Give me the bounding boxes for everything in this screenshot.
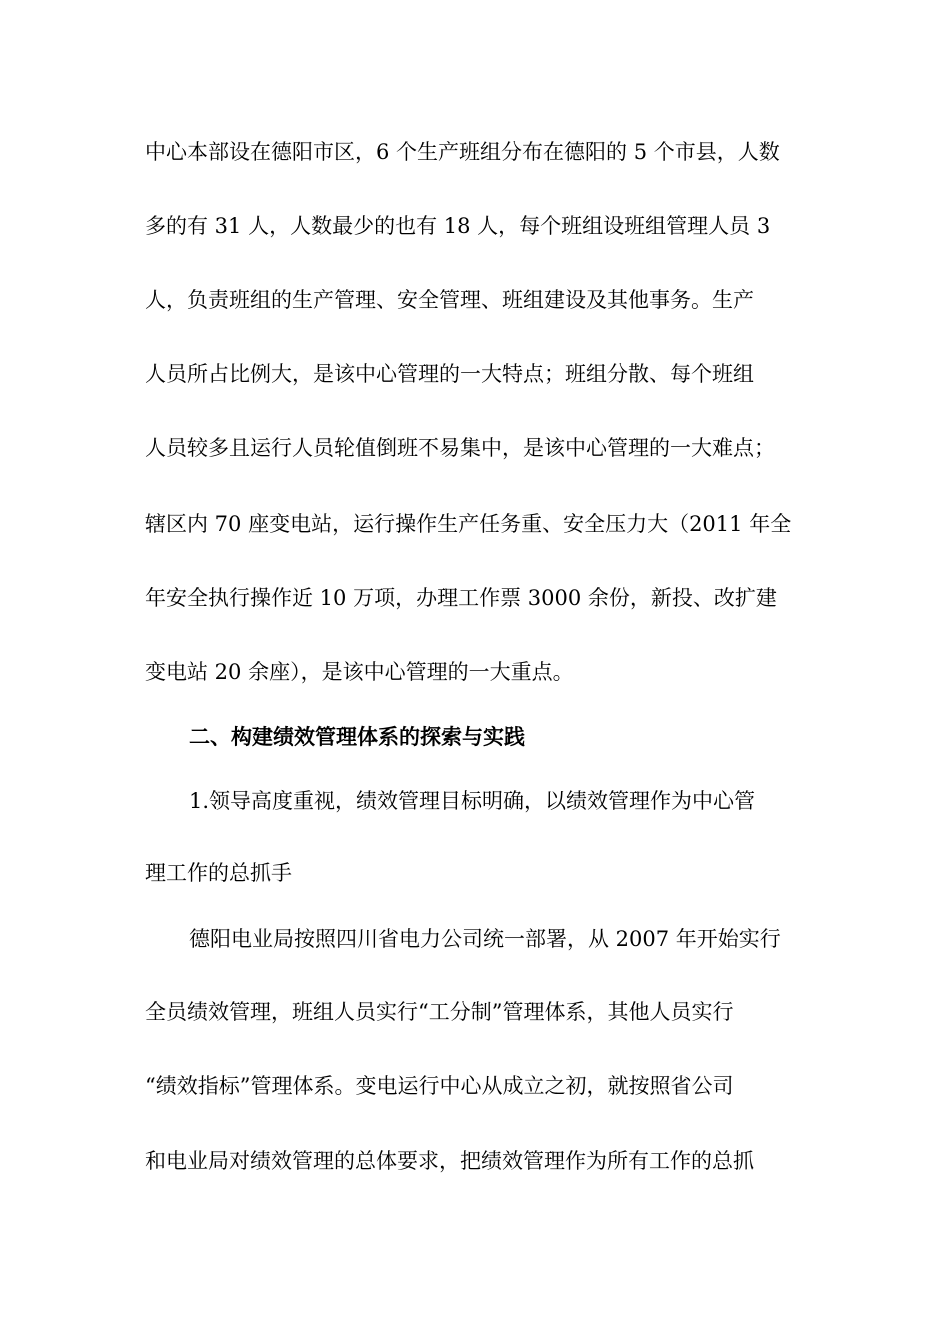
body-line-7: 年安全执行操作近 10 万项，办理工作票 3000 余份，新投、改扩建 <box>145 586 777 610</box>
body-line-6: 辖区内 70 座变电站，运行操作生产任务重、安全压力大（2011 年全 <box>145 512 792 536</box>
body-line-2: 多的有 31 人，人数最少的也有 18 人，每个班组设班组管理人员 3 <box>145 214 771 238</box>
subsection-line-1: 1.领导高度重视，绩效管理目标明确，以绩效管理作为中心管 <box>189 789 756 813</box>
section-heading: 二、构建绩效管理体系的探索与实践 <box>189 725 525 749</box>
body-line-9: 德阳电业局按照四川省电力公司统一部署，从 2007 年开始实行 <box>189 927 781 951</box>
body-line-8: 变电站 20 余座），是该中心管理的一大重点。 <box>145 660 574 684</box>
body-line-5: 人员较多且运行人员轮值倒班不易集中，是该中心管理的一大难点； <box>145 436 775 460</box>
body-line-4: 人员所占比例大，是该中心管理的一大特点；班组分散、每个班组 <box>145 362 754 386</box>
body-line-3: 人，负责班组的生产管理、安全管理、班组建设及其他事务。生产 <box>145 288 754 312</box>
body-line-1: 中心本部设在德阳市区，6 个生产班组分布在德阳的 5 个市县，人数 <box>145 140 780 164</box>
subsection-line-2: 理工作的总抓手 <box>145 861 292 885</box>
body-line-12: 和电业局对绩效管理的总体要求，把绩效管理作为所有工作的总抓 <box>145 1149 754 1173</box>
body-line-10: 全员绩效管理，班组人员实行“工分制”管理体系，其他人员实行 <box>145 1000 734 1024</box>
body-line-11: “绩效指标”管理体系。变电运行中心从成立之初，就按照省公司 <box>145 1074 734 1098</box>
